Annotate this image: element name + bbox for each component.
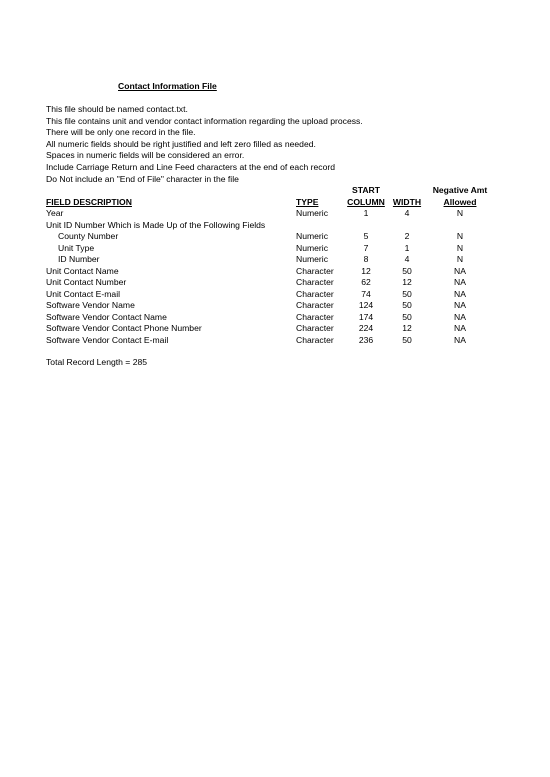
- cell-type: Character: [296, 265, 334, 276]
- cell-width: 50: [402, 300, 412, 310]
- cell-start: 224: [358, 323, 374, 333]
- cell-description: ID Number: [58, 254, 100, 264]
- cell-width: 12: [402, 277, 412, 287]
- cell-negative: N: [456, 208, 464, 218]
- table-row: [46, 243, 506, 255]
- cell-width: 50: [402, 265, 412, 276]
- table-row: [46, 220, 506, 232]
- cell-start: 7: [363, 242, 369, 253]
- table-row: [46, 277, 506, 289]
- cell-negative: NA: [454, 300, 466, 310]
- cell-negative: NA: [454, 265, 466, 276]
- cell-description: Software Vendor Contact Name: [46, 311, 167, 322]
- table-row: [46, 335, 506, 347]
- intro-line: There will be only one record in the file.: [46, 127, 196, 138]
- cell-description: Unit Contact Number: [46, 277, 127, 287]
- cell-width: 4: [404, 208, 410, 218]
- cell-width: 50: [402, 334, 412, 345]
- table-row: [46, 289, 506, 301]
- cell-start: 1: [363, 208, 369, 218]
- cell-start: 174: [358, 311, 374, 322]
- cell-type: Numeric: [296, 242, 328, 253]
- header-column: COLUMN: [347, 197, 385, 207]
- intro-line: This file should be named contact.txt.: [46, 104, 188, 114]
- intro-line: Spaces in numeric fields will be considered an error.: [46, 150, 245, 161]
- table-row: [46, 231, 506, 243]
- intro-line: This file contains unit and vendor contact information regarding the upload process.: [46, 115, 363, 126]
- header-field-description: FIELD DESCRIPTION: [46, 197, 132, 207]
- cell-start: 124: [358, 300, 374, 310]
- page-title: Contact Information File: [118, 81, 217, 91]
- cell-start: 12: [361, 265, 371, 276]
- cell-type: Character: [296, 277, 334, 287]
- cell-description: County Number: [58, 231, 119, 241]
- table-header-top: [46, 185, 506, 197]
- cell-negative: NA: [454, 334, 466, 345]
- table-row: [46, 323, 506, 335]
- cell-description: Year: [46, 208, 64, 218]
- cell-negative: N: [456, 254, 464, 264]
- header-type: TYPE: [296, 197, 319, 207]
- header-negative-amt: Negative Amt: [432, 185, 488, 195]
- cell-description: Software Vendor Contact E-mail: [46, 334, 169, 345]
- cell-negative: NA: [454, 277, 466, 287]
- cell-start: 8: [363, 254, 369, 264]
- cell-type: Character: [296, 334, 334, 345]
- cell-negative: N: [456, 231, 464, 241]
- cell-negative: N: [456, 242, 464, 253]
- table-row: [46, 266, 506, 278]
- cell-width: 12: [402, 323, 412, 333]
- cell-description: Unit ID Number Which is Made Up of the Following Fields: [46, 219, 266, 230]
- total-record-length: Total Record Length = 285: [46, 357, 148, 367]
- intro-line: Do Not include an "End of File" character in the file: [46, 173, 239, 184]
- cell-description: Software Vendor Contact Phone Number: [46, 323, 202, 333]
- cell-description: Unit Contact E-mail: [46, 288, 121, 299]
- table-row: [46, 208, 506, 220]
- cell-description: Unit Contact Name: [46, 265, 119, 276]
- cell-type: Numeric: [296, 208, 328, 218]
- table-row: [46, 254, 506, 266]
- intro-notes: [46, 104, 363, 185]
- cell-type: Character: [296, 311, 334, 322]
- cell-type: Numeric: [296, 254, 328, 264]
- intro-line: All numeric fields should be right justified and left zero filled as needed.: [46, 138, 316, 149]
- table-header: [46, 197, 506, 209]
- cell-start: 236: [358, 334, 374, 345]
- cell-type: Character: [296, 323, 334, 333]
- cell-width: 50: [402, 311, 412, 322]
- cell-start: 74: [361, 288, 371, 299]
- cell-start: 62: [361, 277, 371, 287]
- table-row: [46, 312, 506, 324]
- cell-width: 1: [404, 242, 410, 253]
- cell-negative: NA: [454, 288, 466, 299]
- cell-start: 5: [363, 231, 369, 241]
- cell-negative: NA: [454, 323, 466, 333]
- table-row: [46, 300, 506, 312]
- cell-type: Character: [296, 300, 334, 310]
- header-width: WIDTH: [392, 197, 422, 207]
- intro-line: Include Carriage Return and Line Feed characters at the end of each record: [46, 161, 336, 172]
- header-start: START: [351, 185, 380, 195]
- cell-width: 2: [404, 231, 410, 241]
- header-allowed: Allowed: [443, 197, 477, 207]
- cell-width: 4: [404, 254, 410, 264]
- cell-width: 50: [402, 288, 412, 299]
- cell-type: Numeric: [296, 231, 328, 241]
- cell-description: Unit Type: [58, 242, 95, 253]
- cell-description: Software Vendor Name: [46, 300, 135, 310]
- cell-type: Character: [296, 288, 334, 299]
- cell-negative: NA: [454, 311, 466, 322]
